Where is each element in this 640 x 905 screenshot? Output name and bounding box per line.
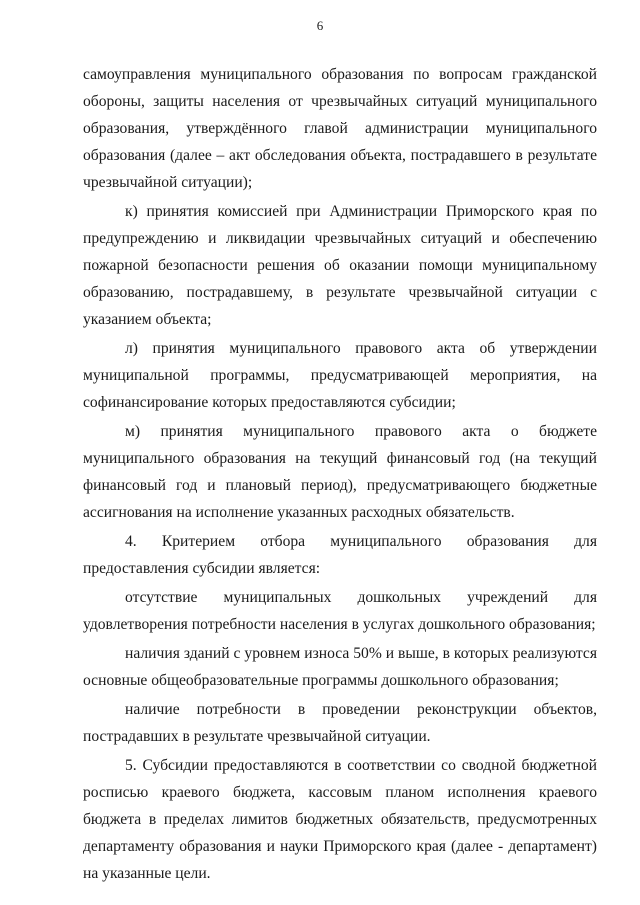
paragraph-criterion-2: наличия зданий с уровнем износа 50% и выше, в которых реализуются основные общеобразовательные программы дошкольного образования;: [83, 645, 597, 689]
paragraph-section-5: 5. Субсидии предоставляются в соответствии со сводной бюджетной росписью краевого бюджета, кассовым планом исполнения краевого бюджета в пределах лимитов бюджетных обязательств, предусмотренных департаменту образования и науки Приморского края (далее - департамент) на указанные цели.: [83, 757, 597, 882]
paragraph-continuation: самоуправления муниципального образования по вопросам гражданской обороны, защиты населения от чрезвычайных ситуаций муниципального образования, утверждённого главой администрации муниципального образования (далее – акт обследования объекта, пострадавшего в результате чрезвычайной ситуации);: [83, 66, 597, 191]
paragraph-item-m: м) принятия муниципального правового акта о бюджете муниципального образования на текущий финансовый год (на текущий финансовый год и плановый период), предусматривающего бюджетные ассигнования на исполнение указанных расходных обязательств.: [83, 423, 597, 521]
paragraph-item-k: к) принятия комиссией при Администрации Приморского края по предупреждению и ликвидации чрезвычайных ситуаций и обеспечению пожарной безопасности решения об оказании помощи муниципальному образованию, пострадавшему, в результате чрезвычайной ситуации с указанием объекта;: [83, 203, 597, 328]
paragraph-criterion-1: отсутствие муниципальных дошкольных учреждений для удовлетворения потребности населения в услугах дошкольного образования;: [83, 589, 597, 633]
document-body: [83, 61, 597, 887]
page-number: 6: [316, 18, 324, 33]
paragraph-item-l: л) принятия муниципального правового акта об утверждении муниципальной программы, предусматривающей мероприятия, на софинансирование которых предоставляются субсидии;: [83, 340, 597, 411]
paragraph-criterion-3: наличие потребности в проведении реконструкции объектов, пострадавших в результате чрезвычайной ситуации.: [83, 701, 597, 745]
paragraph-section-4: 4. Критерием отбора муниципального образования для предоставления субсидии является:: [83, 533, 597, 577]
